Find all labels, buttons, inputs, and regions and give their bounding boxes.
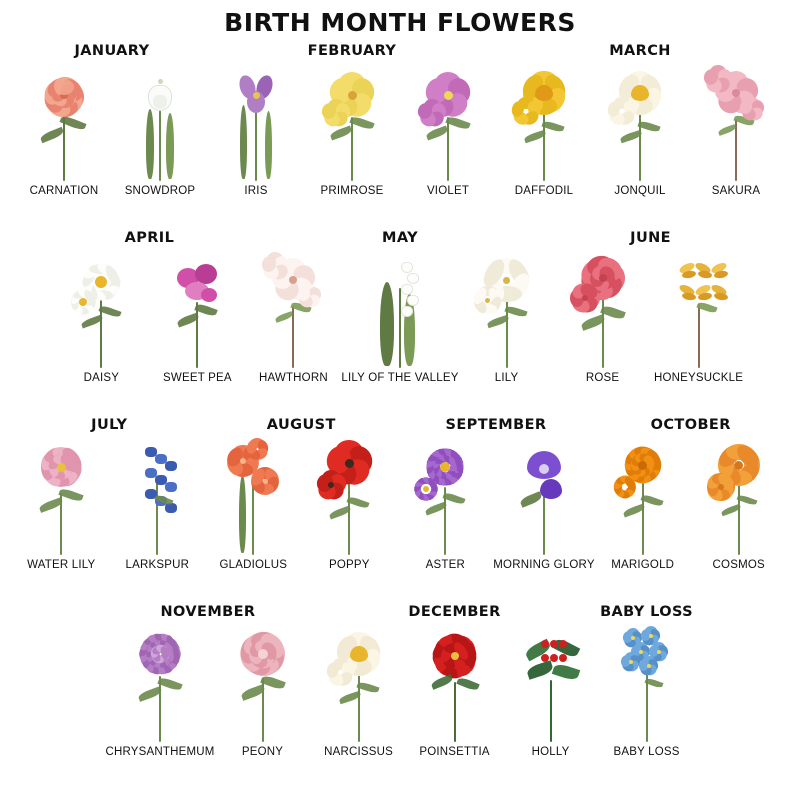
month-label: FEBRUARY [307, 43, 397, 59]
flower-art-holly [503, 622, 599, 742]
leaf [718, 124, 737, 136]
flower-name: PEONY [241, 746, 284, 758]
floret [165, 482, 177, 492]
berry [550, 654, 558, 662]
flower-center [345, 459, 354, 468]
flower-name: IRIS [244, 185, 268, 197]
flower-art-iris [208, 61, 304, 181]
month-label: JULY [91, 417, 128, 433]
flower-list [496, 61, 784, 197]
flower-cell-carnation [16, 61, 112, 197]
month-group-april [53, 230, 245, 384]
month-group-july [13, 417, 205, 571]
flower-list [13, 435, 205, 571]
flower-center [649, 634, 653, 638]
flower-cell-honeysuckle [651, 248, 747, 384]
berry [541, 654, 549, 662]
flower-art-sakura [688, 61, 784, 181]
flower-name: BABY LOSS [613, 746, 680, 758]
leaf-blade [240, 105, 247, 179]
stem [447, 117, 449, 181]
flower-art-larkspur [109, 435, 205, 555]
trumpet-bloom [540, 479, 562, 499]
flower-list [105, 622, 310, 758]
month-group-september [397, 417, 594, 571]
flower-cell-poinsettia [407, 622, 503, 758]
flower-name: NARCISSUS [324, 746, 393, 758]
bud [158, 79, 163, 84]
flower-cell-peony [215, 622, 311, 758]
flower-cell-primrose [304, 61, 400, 197]
berry [550, 640, 558, 648]
flower-name: CHRYSANTHEMUM [105, 746, 215, 758]
flower-name: ASTER [425, 559, 465, 571]
leaf [551, 662, 579, 681]
flower-list [555, 248, 747, 384]
flower-center [638, 461, 647, 470]
month-label: MARCH [609, 43, 671, 59]
flower-name: HAWTHORN [258, 372, 328, 384]
flower-list [208, 61, 496, 197]
flower-name: WATER LILY [27, 559, 96, 571]
stem [738, 483, 740, 555]
month-group-december [311, 604, 599, 758]
trumpet-cup [631, 85, 649, 101]
flower-list [205, 435, 397, 571]
flower-art-narcissus [311, 622, 407, 742]
flower-cell-gladiolus [205, 435, 301, 571]
flower-name: GLADIOLUS [219, 559, 288, 571]
bell-petal [401, 306, 413, 317]
flower-center [639, 650, 643, 654]
leaf [349, 115, 374, 131]
stem [63, 115, 65, 181]
flower-art-hawthorn [245, 248, 341, 368]
flower-cell-sakura [688, 61, 784, 197]
month-label: OCTOBER [650, 417, 731, 433]
floret [165, 461, 177, 471]
flower-list [53, 248, 245, 384]
petal [201, 288, 217, 302]
flower-cell-violet [400, 61, 496, 197]
flower-art-sweet-pea [149, 248, 245, 368]
month-group-baby-loss [599, 604, 695, 758]
flower-row [0, 43, 800, 230]
flower-cell-snowdrop [112, 61, 208, 197]
flower-cell-rose [555, 248, 651, 384]
flower-name: DAFFODIL [514, 185, 574, 197]
flower-cell-daffodil [496, 61, 592, 197]
leaf [456, 676, 479, 692]
flower-list [397, 435, 594, 571]
month-label: APRIL [124, 230, 175, 246]
month-label: AUGUST [266, 417, 336, 433]
flower-art-poppy [301, 435, 397, 555]
trumpet-cup [535, 85, 553, 101]
flower-art-daffodil [496, 61, 592, 181]
bell-petal [153, 95, 167, 109]
flower-art-jonquil [592, 61, 688, 181]
branch [292, 306, 294, 368]
leaf-blade [265, 111, 272, 179]
leaf-blade [146, 109, 154, 179]
flower-art-carnation [16, 61, 112, 181]
page-title: BIRTH MONTH FLOWERS [224, 8, 576, 37]
flower-center [657, 650, 661, 654]
flower-cell-hawthorn [245, 248, 341, 384]
petal [54, 79, 74, 95]
flower-art-baby-loss [599, 622, 695, 742]
flower-name: COSMOS [712, 559, 765, 571]
flower-name: MORNING GLORY [493, 559, 595, 571]
month-group-october [595, 417, 787, 571]
flower-center [631, 636, 635, 640]
flower-art-gladiolus [205, 435, 301, 555]
stem [399, 288, 401, 368]
flower-cell-lily [459, 248, 555, 384]
flower-center [451, 652, 459, 660]
flower-center [253, 92, 260, 99]
berry [559, 640, 567, 648]
flower-cell-lily-of-the-valley [341, 248, 458, 384]
flower-center [485, 298, 490, 303]
flower-name: LILY [494, 372, 519, 384]
flower-list [311, 622, 599, 758]
flower-center [647, 664, 651, 668]
flower-center [732, 89, 740, 97]
flower-name: LARKSPUR [125, 559, 190, 571]
month-group-august [205, 417, 397, 571]
flower-center [444, 91, 453, 100]
flower-name: HOLLY [531, 746, 570, 758]
flower-art-marigold [595, 435, 691, 555]
flower-art-snowdrop [112, 61, 208, 181]
trumpet-cup [350, 646, 368, 662]
leaf [39, 127, 64, 143]
leaf-blade [380, 282, 394, 366]
flower-art-violet [400, 61, 496, 181]
leaf [445, 115, 470, 131]
flower-list [599, 622, 695, 758]
leaf [519, 491, 543, 508]
stem [642, 483, 644, 555]
flower-row [0, 604, 800, 791]
flower-art-honeysuckle [651, 248, 747, 368]
leaf [525, 660, 553, 679]
flower-center [57, 463, 66, 472]
flower-rows [0, 43, 800, 791]
flower-cell-daisy [53, 248, 149, 384]
flower-name: SNOWDROP [124, 185, 196, 197]
flower-art-chrysanthemum [112, 622, 208, 742]
flower-name: LILY OF THE VALLEY [341, 372, 459, 384]
flower-art-morning-glory [496, 435, 592, 555]
flower-name: PRIMROSE [320, 185, 384, 197]
berry [541, 640, 549, 648]
flower-cell-marigold [595, 435, 691, 571]
month-label: MAY [382, 230, 418, 246]
month-label: NOVEMBER [160, 604, 256, 620]
leaf [275, 311, 294, 323]
bell-petal [401, 284, 413, 295]
flower-name: POINSETTIA [419, 746, 490, 758]
branch [698, 304, 700, 368]
month-group-june [555, 230, 747, 384]
flower-cell-jonquil [592, 61, 688, 197]
leaf [329, 125, 352, 140]
flower-cell-poppy [301, 435, 397, 571]
flower-art-aster [397, 435, 493, 555]
stem [348, 481, 350, 555]
stem [351, 117, 353, 181]
flower-center [599, 274, 607, 282]
flower-list [245, 248, 554, 384]
stem [159, 103, 161, 181]
month-group-may [245, 230, 554, 384]
flower-cell-narcissus [311, 622, 407, 758]
flower-cell-morning-glory [493, 435, 594, 571]
bell-petal [401, 262, 413, 273]
floret [165, 503, 177, 513]
flower-name: ROSE [585, 372, 620, 384]
flower-art-lily-of-the-valley [352, 248, 448, 368]
flower-art-water-lily [13, 435, 109, 555]
flower-art-daisy [53, 248, 149, 368]
bell-petal [407, 295, 419, 306]
flower-name: CARNATION [29, 185, 99, 197]
flower-center [582, 295, 588, 301]
stem [255, 107, 257, 181]
flower-cell-water-lily [13, 435, 109, 571]
leaf [425, 125, 448, 140]
flower-name: POPPY [328, 559, 370, 571]
month-label: JANUARY [74, 43, 150, 59]
month-group-march [496, 43, 784, 197]
stem [358, 670, 360, 742]
flower-center [629, 660, 633, 664]
flower-center [95, 276, 107, 288]
month-label: JUNE [630, 230, 671, 246]
month-group-january [16, 43, 208, 197]
flower-center [258, 649, 268, 659]
month-label: SEPTEMBER [445, 417, 547, 433]
flower-center [423, 486, 429, 492]
flower-center [734, 461, 743, 470]
stem [252, 485, 254, 555]
petal [195, 264, 217, 284]
flower-name: SAKURA [711, 185, 761, 197]
flower-name: MARIGOLD [611, 559, 675, 571]
stem [543, 109, 545, 181]
flower-name: DAISY [83, 372, 120, 384]
flower-center [718, 484, 724, 490]
flower-cell-cosmos [691, 435, 787, 571]
flower-center [539, 464, 549, 474]
leaf [430, 674, 453, 690]
month-label: DECEMBER [408, 604, 501, 620]
flower-center [263, 479, 268, 484]
bell-petal [407, 273, 419, 284]
berry [559, 654, 567, 662]
flower-art-poinsettia [407, 622, 503, 742]
flower-row [0, 230, 800, 417]
flower-cell-larkspur [109, 435, 205, 571]
leaf-blade [166, 113, 174, 179]
flower-art-rose [555, 248, 651, 368]
stem [550, 680, 552, 742]
flower-name: HONEYSUCKLE [654, 372, 744, 384]
flower-art-cosmos [691, 435, 787, 555]
flower-cell-holly [503, 622, 599, 758]
month-label: BABY LOSS [600, 604, 694, 620]
flower-list [16, 61, 208, 197]
stem [639, 109, 641, 181]
flower-cell-baby-loss [599, 622, 695, 758]
flower-name: SWEET PEA [163, 372, 232, 384]
flower-row [0, 417, 800, 604]
flower-name: JONQUIL [614, 185, 666, 197]
flower-cell-iris [208, 61, 304, 197]
flower-center [503, 277, 510, 284]
month-group-february [208, 43, 496, 197]
leaf-blade [239, 475, 246, 553]
flower-art-peony [215, 622, 311, 742]
flower-name: VIOLET [426, 185, 470, 197]
month-group-november [105, 604, 310, 758]
flower-list [595, 435, 787, 571]
flower-art-primrose [304, 61, 400, 181]
flower-art-lily [459, 248, 555, 368]
stem [454, 682, 456, 742]
flower-center [348, 91, 357, 100]
flower-cell-sweet-pea [149, 248, 245, 384]
flower-cell-chrysanthemum [105, 622, 214, 758]
flower-cell-aster [397, 435, 493, 571]
